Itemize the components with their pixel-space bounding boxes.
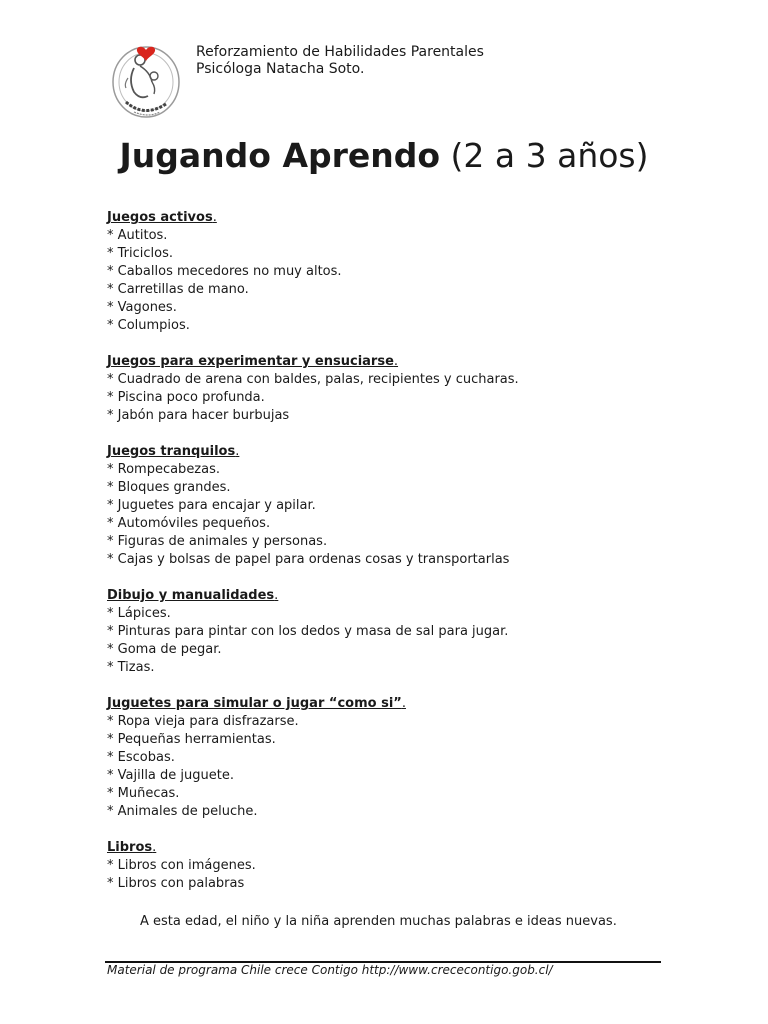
section-heading: Juegos tranquilos. — [107, 444, 240, 459]
section — [107, 839, 707, 893]
list-item: * Rompecabezas. — [107, 462, 221, 477]
title-age-range: (2 a 3 años) — [450, 136, 649, 175]
section — [107, 209, 707, 335]
list-item: * Bloques grandes. — [107, 480, 231, 495]
closing-note: A esta edad, el niño y la niña aprenden muchas palabras e ideas nuevas. — [140, 914, 617, 929]
list-item: * Caballos mecedores no muy altos. — [107, 264, 342, 279]
section — [107, 443, 707, 569]
list-item: * Piscina poco profunda. — [107, 390, 265, 405]
list-item: * Juguetes para encajar y apilar. — [107, 498, 316, 513]
section — [107, 695, 707, 821]
section-heading: Juguetes para simular o jugar “como si”. — [107, 696, 406, 711]
list-item: * Muñecas. — [107, 786, 180, 801]
header — [196, 44, 484, 78]
footer-source: Material de programa Chile crece Contigo http://www.crececontigo.gob.cl/ — [107, 963, 553, 977]
list-item: * Autitos. — [107, 228, 168, 243]
list-item: * Vajilla de juguete. — [107, 768, 234, 783]
list-item: * Pequeñas herramientas. — [107, 732, 276, 747]
toy-list — [107, 209, 707, 911]
section-heading: Juegos activos. — [107, 210, 217, 225]
section-heading: Dibujo y manualidades. — [107, 588, 279, 603]
list-item: * Libros con palabras — [107, 876, 245, 891]
section-heading: Libros. — [107, 840, 157, 855]
section — [107, 587, 707, 677]
list-item: * Jabón para hacer burbujas — [107, 408, 290, 423]
list-item: * Ropa vieja para disfrazarse. — [107, 714, 299, 729]
page-title — [0, 134, 768, 178]
title-main: Jugando Aprendo — [119, 136, 441, 175]
list-item: * Vagones. — [107, 300, 177, 315]
logo-icon — [104, 38, 188, 122]
logo — [104, 38, 188, 122]
list-item: * Automóviles pequeños. — [107, 516, 271, 531]
header-author: Psicóloga Natacha Soto. — [196, 61, 365, 77]
section-heading: Juegos para experimentar y ensuciarse. — [107, 354, 399, 369]
list-item: * Tizas. — [107, 660, 155, 675]
list-item: * Cuadrado de arena con baldes, palas, recipientes y cucharas. — [107, 372, 519, 387]
list-item: * Escobas. — [107, 750, 175, 765]
list-item: * Figuras de animales y personas. — [107, 534, 328, 549]
list-item: * Columpios. — [107, 318, 190, 333]
list-item: * Pinturas para pintar con los dedos y masa de sal para jugar. — [107, 624, 509, 639]
list-item: * Goma de pegar. — [107, 642, 222, 657]
list-item: * Carretillas de mano. — [107, 282, 249, 297]
section — [107, 353, 707, 425]
list-item: * Lápices. — [107, 606, 171, 621]
header-program: Reforzamiento de Habilidades Parentales — [196, 44, 484, 60]
list-item: * Libros con imágenes. — [107, 858, 256, 873]
list-item: * Cajas y bolsas de papel para ordenas cosas y transportarlas — [107, 552, 510, 567]
list-item: * Animales de peluche. — [107, 804, 258, 819]
list-item: * Triciclos. — [107, 246, 173, 261]
